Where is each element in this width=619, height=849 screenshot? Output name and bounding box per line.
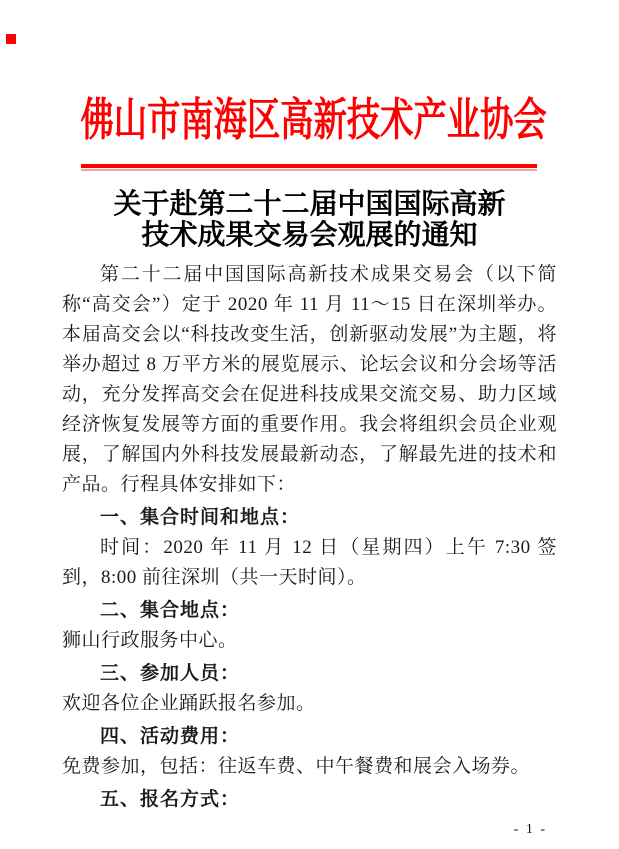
section-5-heading: 五、报名方式： <box>100 789 241 810</box>
document-title <box>0 189 619 251</box>
section-2-body: 狮山行政服务中心。 <box>62 630 238 651</box>
section-4-heading: 四、活动费用： <box>100 726 241 747</box>
section-4-body: 免费参加，包括：往返车费、中午餐费和展会入场券。 <box>62 756 531 777</box>
section-1-heading: 一、集合时间和地点： <box>100 507 301 528</box>
page-number: - 1 - <box>513 822 547 837</box>
document-title-line-1: 关于赴第二十二届中国国际高新 <box>113 189 506 220</box>
red-corner-mark <box>6 34 16 44</box>
section-3-body: 欢迎各位企业踊跃报名参加。 <box>62 693 316 714</box>
document-title-line-2: 技术成果交易会观展的通知 <box>141 220 478 251</box>
document-body <box>62 260 557 815</box>
intro-paragraph: 第二十二届中国国际高新技术成果交易会（以下简称“高交会”）定于 2020 年 11 月 11～15 日在深圳举办。本届高交会以“科技改变生活，创新驱动发展”为主题，将举办超过 8 万平方米的展览展示、论坛会议和分会场等活动，充分发挥高交会在促进科技成果交流交易、助力区域经济恢复发展等方面的重要作用。我会将组织会员企业观展，了解国内外科技发展最新动态，了解最先进的技术和产品。行程具体安排如下： <box>62 264 557 495</box>
letterhead-divider <box>81 164 537 171</box>
section-3-heading: 三、参加人员： <box>100 663 241 684</box>
section-1-body: 时间：2020 年 11 月 12 日（星期四）上午 7:30 签到，8:00 前往深圳（共一天时间）。 <box>62 537 557 588</box>
divider-thin-line <box>81 169 537 171</box>
letterhead-org-name: 佛山市南海区高新技术产业协会 <box>80 95 547 145</box>
section-2-heading: 二、集合地点： <box>100 600 241 621</box>
